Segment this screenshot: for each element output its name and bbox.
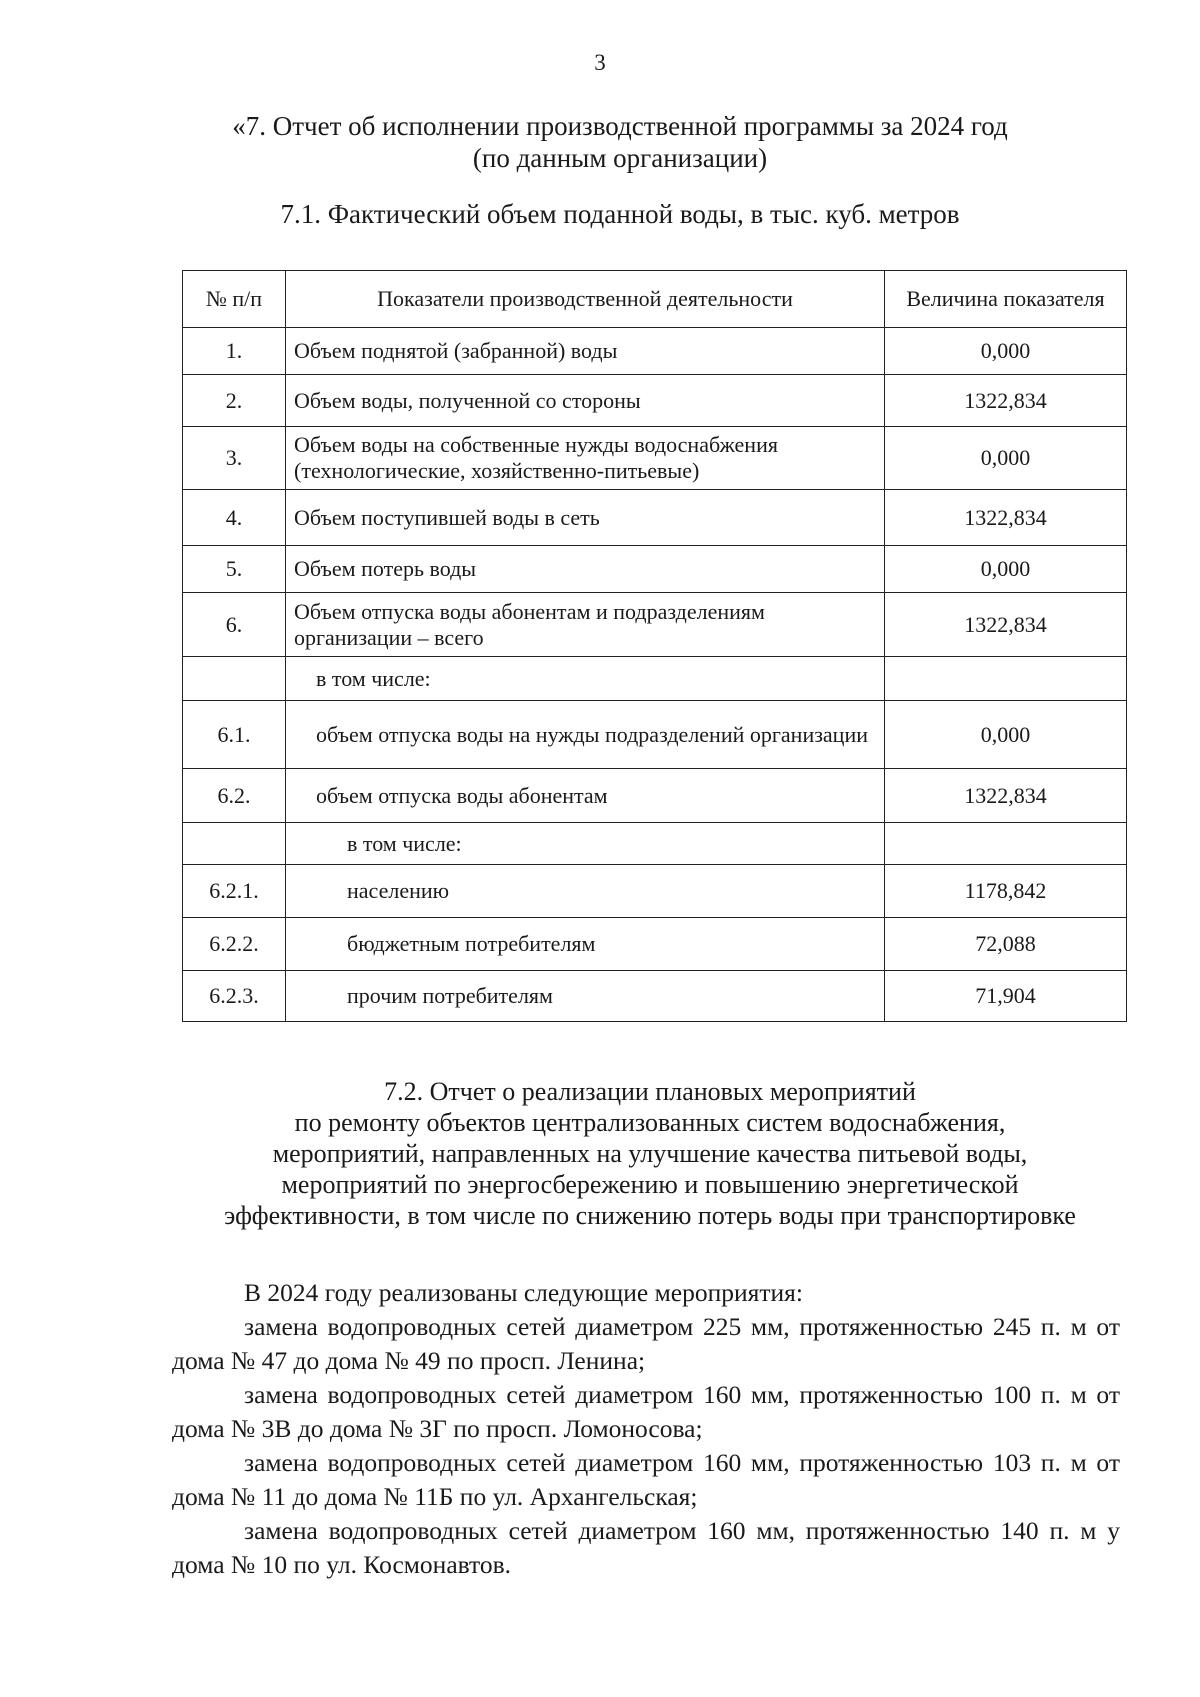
row-number: 6.1. (183, 701, 286, 769)
row-number (183, 823, 286, 865)
header-indicator: Показатели производственной деятельности (286, 271, 885, 328)
table-row (183, 971, 1127, 1022)
section-7-2-title-line: мероприятий по энергосбережению и повышению энергетической (281, 1170, 1019, 1199)
section-7-2-title-line: по ремонту объектов централизованных систем водоснабжения, (294, 1108, 1006, 1137)
table-row (183, 375, 1127, 427)
row-number: 6.2.1. (183, 865, 286, 918)
row-number (183, 657, 286, 701)
row-value: 1178,842 (885, 865, 1127, 918)
page-number: 3 (594, 50, 606, 75)
row-number: 3. (183, 427, 286, 490)
row-value (885, 823, 1127, 865)
row-indicator: Объем потерь воды (286, 546, 885, 593)
row-value: 1322,834 (885, 490, 1127, 546)
table-row (183, 546, 1127, 593)
section-7-title-line-2: (по данным организации) (472, 143, 768, 173)
water-volume-table (182, 270, 1127, 1022)
table-row (183, 823, 1127, 865)
header-number: № п/п (183, 271, 286, 328)
measures-body (172, 1276, 1120, 1582)
row-value: 1322,834 (885, 375, 1127, 427)
row-indicator: Объем поступившей воды в сеть (286, 490, 885, 546)
row-value: 0,000 (885, 701, 1127, 769)
row-value: 71,904 (885, 971, 1127, 1022)
row-number: 5. (183, 546, 286, 593)
measures-intro: В 2024 году реализованы следующие мероприятия: (244, 1278, 803, 1307)
row-value: 0,000 (885, 328, 1127, 375)
row-indicator: бюджетным потребителям (286, 918, 885, 971)
table-row (183, 918, 1127, 971)
row-value: 72,088 (885, 918, 1127, 971)
table-row (183, 427, 1127, 490)
measure-item: замена водопроводных сетей диаметром 160 мм, протяженностью 103 п. м от дома № 11 до дома № 11Б по ул. Архангельская; (172, 1448, 1120, 1511)
row-indicator: Объем воды, полученной со стороны (286, 375, 885, 427)
table-row (183, 657, 1127, 701)
row-indicator: объем отпуска воды абонентам (286, 769, 885, 823)
section-7-1-title: 7.1. Фактический объем поданной воды, в тыс. куб. метров (280, 199, 960, 229)
table-row (183, 865, 1127, 918)
table-row (183, 701, 1127, 769)
row-number: 6.2.2. (183, 918, 286, 971)
row-number: 2. (183, 375, 286, 427)
section-7-2-title (170, 1076, 1130, 1231)
row-number: 1. (183, 328, 286, 375)
table-row (183, 593, 1127, 657)
header-value: Величина показателя (885, 271, 1127, 328)
row-indicator: Объем воды на собственные нужды водоснабжения (технологические, хозяйственно-питьевые) (286, 427, 885, 490)
measure-item: замена водопроводных сетей диаметром 225 мм, протяженностью 245 п. м от дома № 47 до дома № 49 по просп. Ленина; (172, 1312, 1120, 1375)
table-row (183, 769, 1127, 823)
table-header-row (183, 271, 1127, 328)
row-value: 0,000 (885, 546, 1127, 593)
row-indicator: в том числе: (286, 823, 885, 865)
section-7-title (170, 110, 1070, 174)
section-7-title-line-1: «7. Отчет об исполнении производственной программы за 2024 год (232, 111, 1008, 141)
row-indicator: объем отпуска воды на нужды подразделений организации (286, 701, 885, 769)
row-value: 1322,834 (885, 593, 1127, 657)
row-indicator: прочим потребителям (286, 971, 885, 1022)
table-row (183, 490, 1127, 546)
row-number: 4. (183, 490, 286, 546)
table-row (183, 328, 1127, 375)
measure-item: замена водопроводных сетей диаметром 160 мм, протяженностью 140 п. м у дома № 10 по ул. Космонавтов. (172, 1516, 1120, 1579)
section-7-2-title-line: 7.2. Отчет о реализации плановых мероприятий (384, 1077, 916, 1106)
row-indicator: Объем отпуска воды абонентам и подразделениям организации – всего (286, 593, 885, 657)
row-number: 6.2.3. (183, 971, 286, 1022)
section-7-2-title-line: эффективности, в том числе по снижению потерь воды при транспортировке (224, 1201, 1076, 1230)
measure-item: замена водопроводных сетей диаметром 160 мм, протяженностью 100 п. м от дома № 3В до дома № 3Г по просп. Ломоносова; (172, 1380, 1120, 1443)
row-indicator: в том числе: (286, 657, 885, 701)
row-value: 1322,834 (885, 769, 1127, 823)
row-indicator: Объем поднятой (забранной) воды (286, 328, 885, 375)
row-indicator: населению (286, 865, 885, 918)
section-7-2-title-line: мероприятий, направленных на улучшение качества питьевой воды, (272, 1139, 1028, 1168)
row-value: 0,000 (885, 427, 1127, 490)
row-number: 6. (183, 593, 286, 657)
row-value (885, 657, 1127, 701)
row-number: 6.2. (183, 769, 286, 823)
